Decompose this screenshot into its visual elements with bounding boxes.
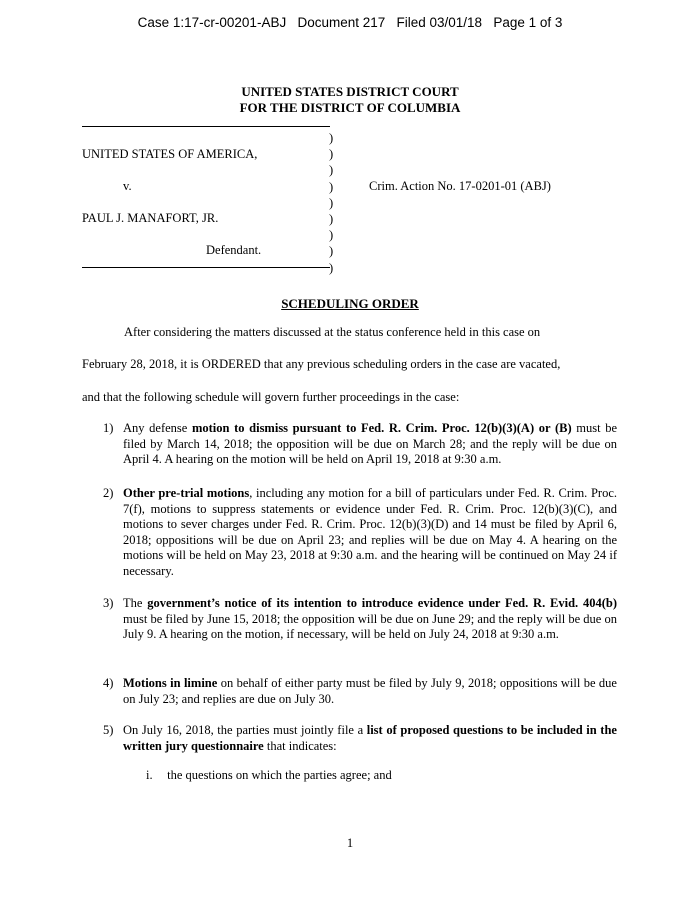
item-number: 4) [103, 676, 114, 690]
list-item [103, 723, 617, 754]
sub-list-item [146, 767, 392, 783]
document-header: Case 1:17-cr-00201-ABJ Document 217 Filed 03/01/18 Page 1 of 3 [137, 15, 563, 30]
sub-item-number: i. [146, 768, 153, 782]
list-item [103, 596, 618, 643]
item-number: 5) [103, 723, 114, 737]
item-emphasis: government’s notice of its intention to introduce evidence under Fed. R. Evid. 404(b) [147, 596, 618, 610]
item-number: 2) [103, 486, 114, 500]
caption-versus: v. [123, 179, 132, 193]
list-item [103, 676, 617, 707]
caption-action-number: Crim. Action No. 17-0201-01 (ABJ) [369, 179, 551, 193]
caption-bottom-rule [82, 267, 330, 268]
item-text: must be filed by March 14, 2018; the opposition will be due on March 28; and the reply will be due on April 4. A hearing on the motion will be held on April 19, 2018 at 9:30 a.m. [123, 421, 618, 466]
item-emphasis: list of proposed questions to be included in the written jury questionnaire [123, 723, 617, 753]
caption-defendant: PAUL J. MANAFORT, JR. [82, 211, 219, 225]
list-item [103, 421, 618, 468]
item-text: on behalf of either party must be filed by July 9, 2018; oppositions will be due on July 23; and replies are due on July 30. [123, 676, 617, 706]
item-text: must be filed by June 15, 2018; the opposition will be due on June 29; and the reply will be due on July 9. A hearing on the motion, if necessary, will be held on July 24, 2018 at 9:30 a.m. [123, 611, 617, 641]
item-text: The [123, 596, 148, 610]
sub-item-text: the questions on which the parties agree; and [167, 768, 392, 782]
item-emphasis: Other pre-trial motions [123, 486, 250, 500]
item-text: Any defense [123, 421, 192, 435]
intro-line-2: February 28, 2018, it is ORDERED that any previous scheduling orders in the case are vacated, [82, 357, 561, 371]
caption-parens: ) ) ) ) ) ) ) ) ) [329, 131, 334, 275]
court-line-2: FOR THE DISTRICT OF COLUMBIA [239, 100, 461, 115]
court-name [0, 84, 700, 116]
item-emphasis: Motions in limine [123, 676, 218, 690]
court-line-1: UNITED STATES DISTRICT COURT [241, 84, 459, 99]
item-emphasis: motion to dismiss pursuant to Fed. R. Crim. Proc. 12(b)(3)(A) or (B) [191, 421, 572, 435]
item-number: 3) [103, 596, 114, 610]
order-title: SCHEDULING ORDER [281, 296, 419, 311]
caption-defendant-label: Defendant. [206, 243, 262, 257]
intro-line-1: After considering the matters discussed at the status conference held in this case on [124, 325, 541, 339]
item-text: that indicates: [263, 738, 337, 753]
page-number: 1 [346, 836, 354, 850]
list-item [103, 486, 617, 579]
item-number: 1) [103, 421, 114, 435]
intro-line-3: and that the following schedule will govern further proceedings in the case: [82, 390, 460, 404]
caption-plaintiff: UNITED STATES OF AMERICA, [82, 147, 258, 161]
item-text: , including any motion for a bill of particulars under Fed. R. Crim. Proc. 7(f), motions to suppress statements or evidence under Fed. R. Crim. Proc. 12(b)(3)(C), and motions to sever charges under Fed. R. Crim. Proc. 12(b)(3)(D) and 14 must be filed by April 6, 2018; oppositions will be due on April 23; and replies will be due on May 4. A hearing on the motions will be held on May 23, 2018 at 9:30 a.m. and the hearing will be continued on May 24 if necessary. [123, 486, 617, 578]
caption-top-rule [82, 126, 330, 127]
item-text: On July 16, 2018, the parties must jointly file a [123, 723, 367, 737]
